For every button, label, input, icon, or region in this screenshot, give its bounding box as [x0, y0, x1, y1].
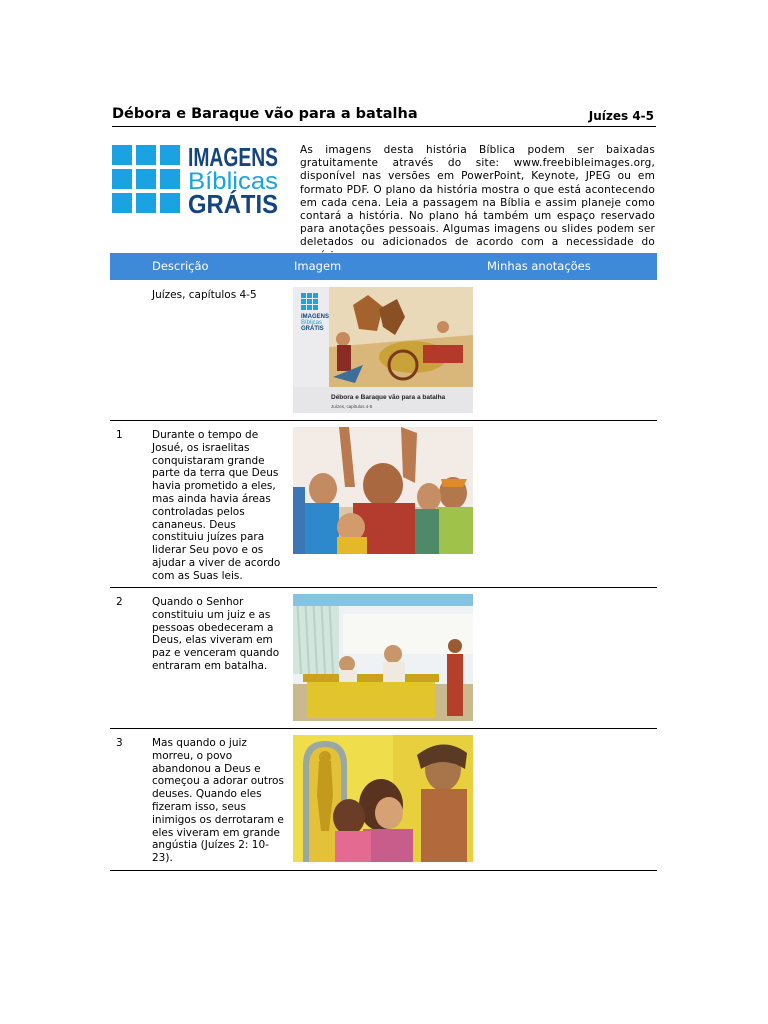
cover-title: Débora e Baraque vão para a batalha	[331, 394, 446, 401]
scripture-reference: Juízes 4-5	[588, 109, 654, 123]
celebrating-israelites-illustration	[293, 427, 473, 554]
row-description: Durante o tempo de Josué, os israelitas conquistaram grande parte da terra que Deus havia prometido a eles, mas ainda havia áreas controladas pelos cananeus. Deus constituiu juízes para liderar Seu povo e os ajudar a viver de acordo com as Suas leis.	[152, 429, 281, 582]
cover-image	[293, 287, 473, 413]
table-row	[110, 421, 657, 588]
row-number: 3	[116, 737, 123, 749]
imagens-biblicas-gratis-logo	[112, 142, 280, 219]
idol-worship-illustration	[293, 735, 473, 862]
cover-logo-line-2: Bíblicas	[301, 320, 323, 326]
row-description: Juízes, capítulos 4-5	[152, 289, 257, 301]
cover-logo-line-1: IMAGENS	[301, 314, 330, 320]
row-number: 1	[116, 429, 123, 441]
intro-paragraph: As imagens desta história Bíblica podem ser baixadas gratuitamente através do site: www.freebibleimages.org, disponível nas versões em PowerPoint, Keynote, JPEG ou em formato PDF. O plano da história mostra o que está acontecendo em cada cena. Leia a passagem na Bíblia e assim planeje como contará a história. No plano há também um espaço reservado para anotações pessoais. Algumas imagens ou slides podem ser deletados ou adicionados de acordo com a necessidade do	[300, 144, 655, 249]
table-row	[110, 729, 657, 871]
row-number: 2	[116, 596, 123, 608]
row-description: Mas quando o juiz morreu, o povo abandonou a Deus e começou a adorar outros deuses. Quando eles fizeram isso, seus inimigos os derrotaram e eles viveram em grande angústia (Juízes 2: 10-23).	[152, 737, 284, 865]
logo-line-1: IMAGENS	[188, 142, 278, 172]
column-header-notes: Minhas anotações	[487, 259, 591, 273]
logo-line-3: GRÁTIS	[188, 189, 278, 219]
column-header-image: Imagem	[294, 259, 342, 273]
tabernacle-scene-illustration	[293, 594, 473, 721]
page-title: Débora e Baraque vão para a batalha	[112, 106, 418, 122]
table-row	[110, 281, 657, 421]
chariot-battle-illustration	[293, 287, 473, 413]
row-image	[293, 735, 473, 862]
table-header	[110, 253, 657, 280]
row-image	[293, 594, 473, 721]
row-description: Quando o Senhor constituiu um juiz e as pessoas obedeceram a Deus, elas viveram em paz e venceram quando entraram em batalha.	[152, 596, 280, 672]
logo-line-2: Bíblicas	[188, 168, 278, 195]
cover-logo-line-3: GRÁTIS	[301, 326, 324, 332]
logo-grid-icon	[112, 145, 180, 213]
table-row	[110, 588, 657, 729]
cover-subtitle: Juízes, capítulos 4-5	[331, 404, 373, 409]
document-header	[112, 104, 656, 127]
column-header-description: Descrição	[152, 259, 209, 273]
row-image	[293, 427, 473, 554]
